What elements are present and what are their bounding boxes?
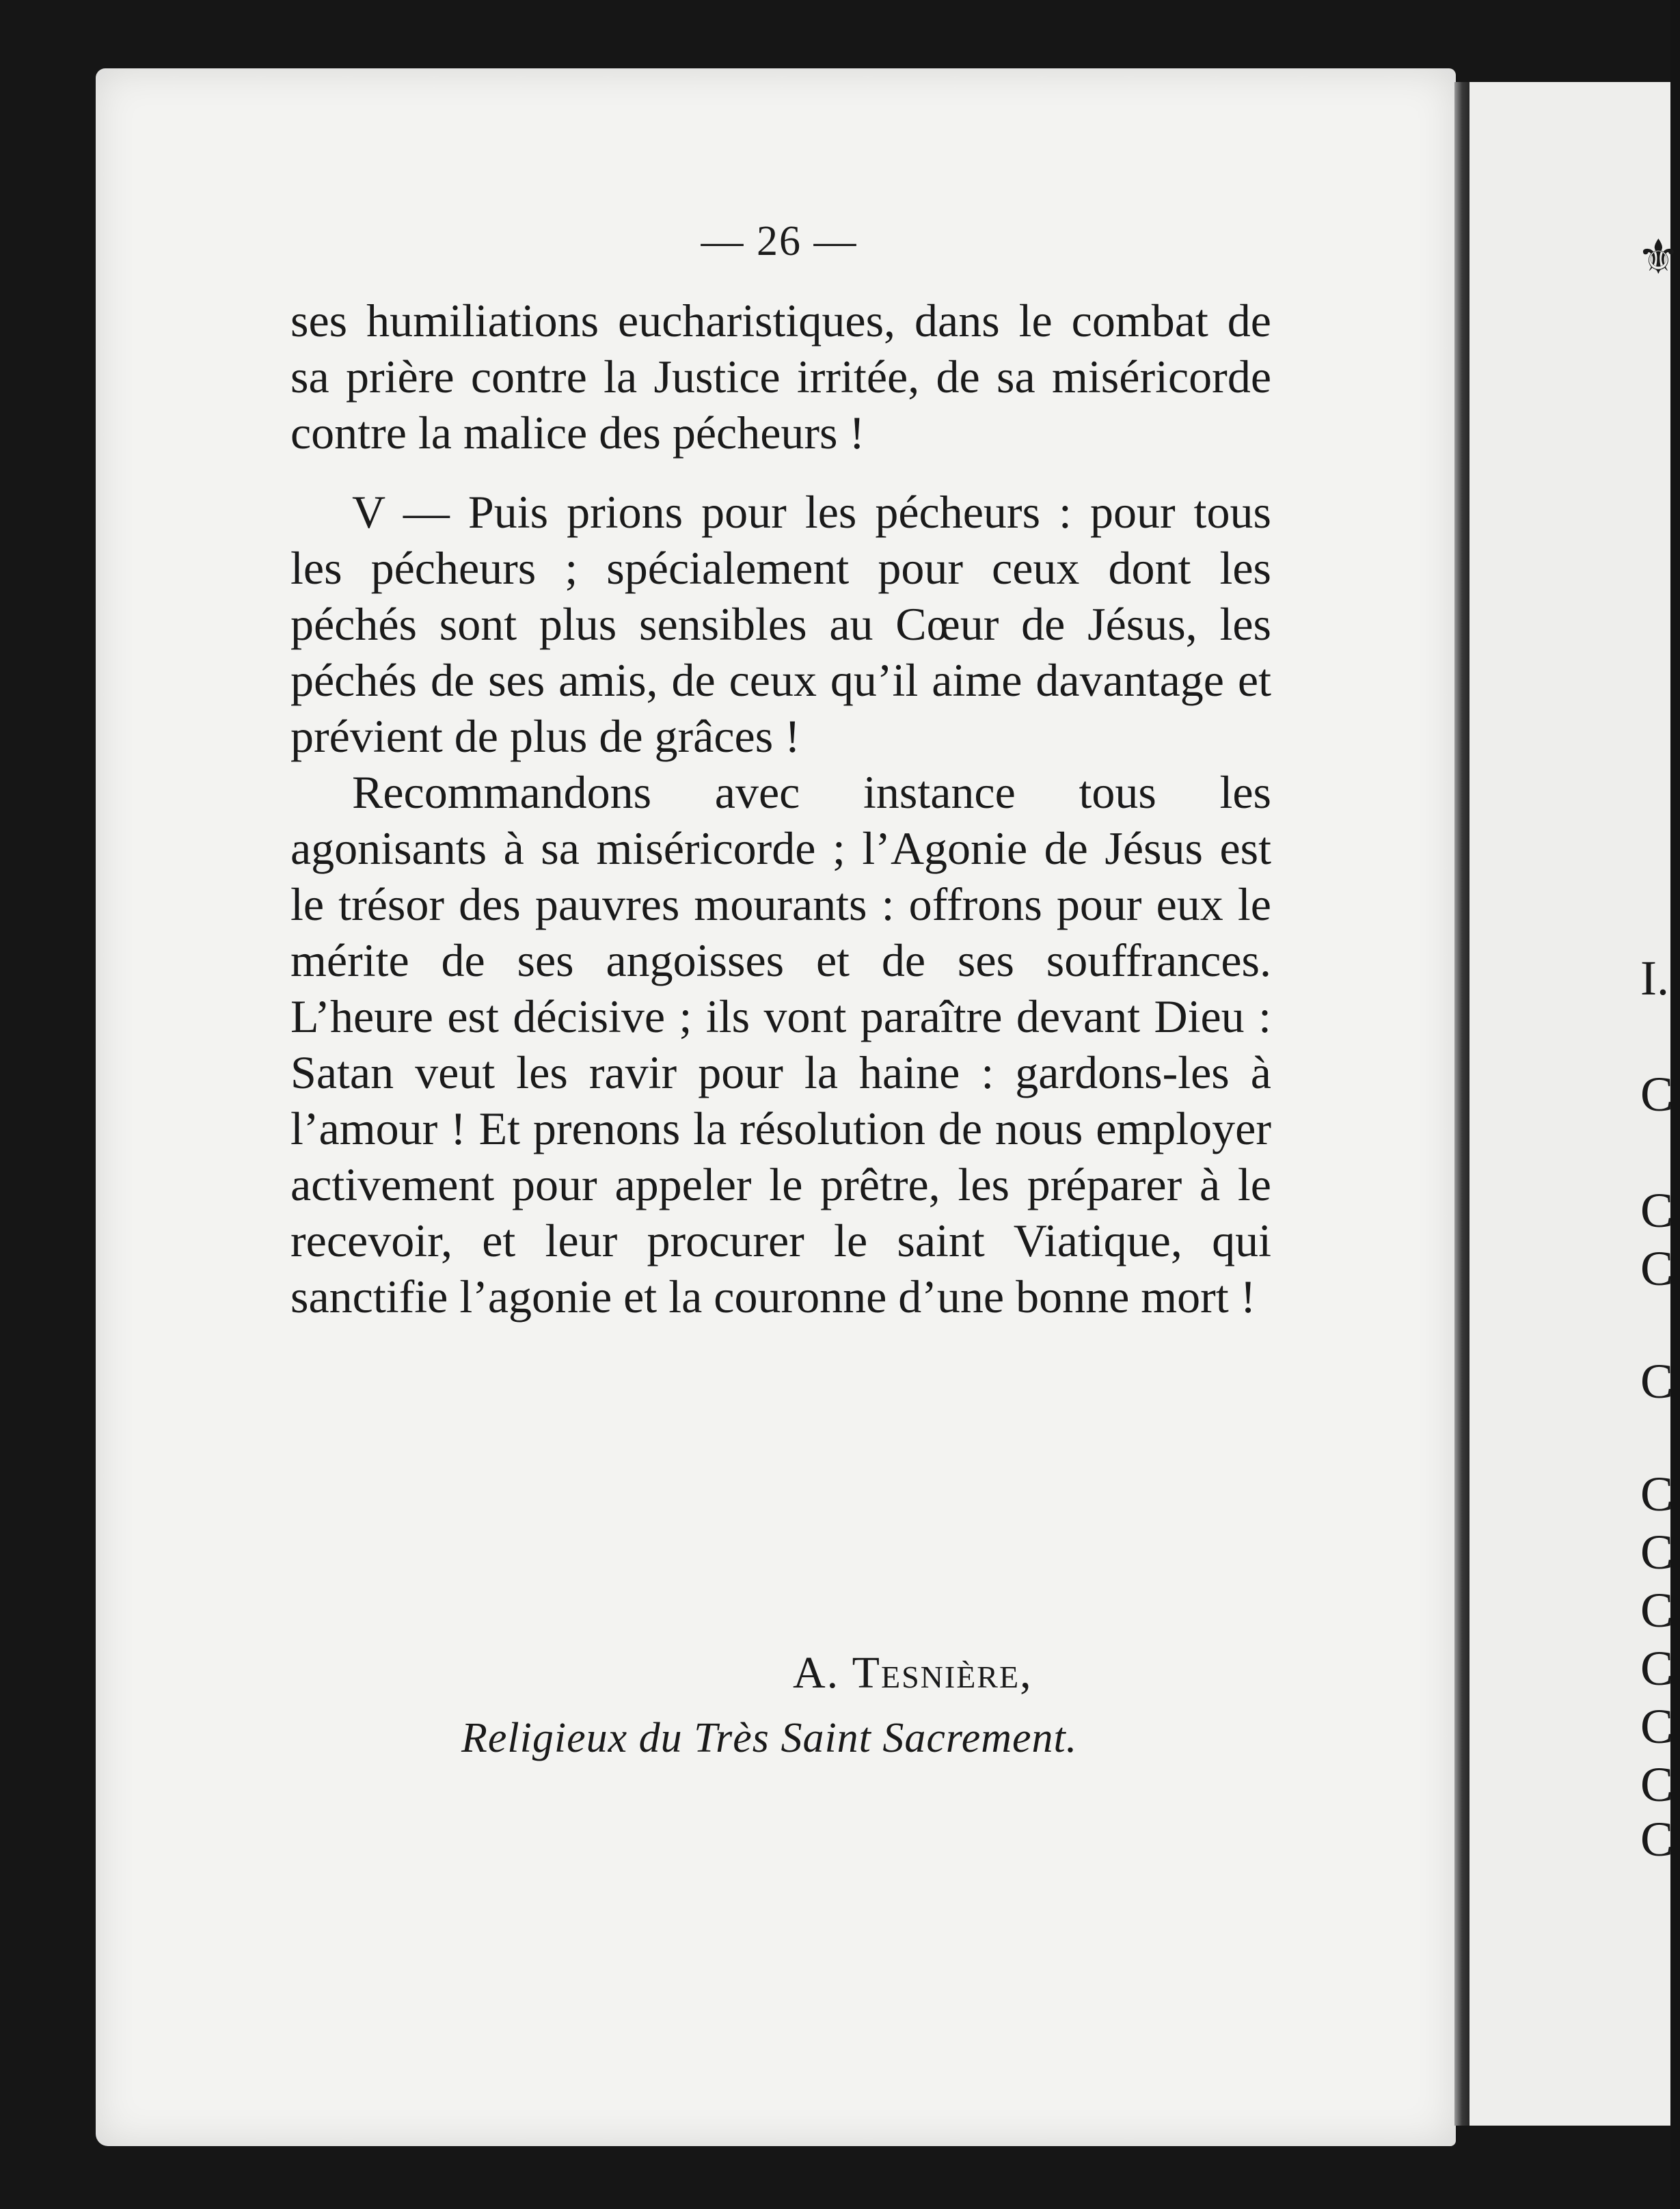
adjacent-glyph: C <box>1640 1583 1674 1638</box>
paragraph-continuation: ses humiliations eucharistiques, dans le combat de sa prière contre la Justice irritée, de sa miséricorde contre la malice des pécheurs ! <box>290 295 1271 459</box>
adjacent-glyph: C <box>1640 1641 1674 1696</box>
page-number: — 26 — <box>701 218 858 265</box>
adjacent-glyph: C <box>1640 1699 1674 1754</box>
adjacent-glyph: C <box>1640 1241 1674 1296</box>
fleur-de-lis-icon: ⚜ <box>1637 229 1680 285</box>
adjacent-glyph: I. <box>1640 951 1669 1005</box>
author-initial: A. <box>793 1648 840 1698</box>
author-affiliation: Religieux du Très Saint Sacrement. <box>461 1715 1078 1761</box>
adjacent-glyph: C <box>1640 1812 1674 1867</box>
adjacent-glyph: C <box>1640 1757 1674 1812</box>
paragraph-agonisants: Recommandons avec instance tous les agonisants à sa miséricorde ; l’Agonie de Jésus est le trésor des pauvres mourants : offrons pour eux le mérite de ses angoisses et de ses souffrances. L’heure est décisive ; ils vont paraître devant Dieu : Satan veut les ravir pour la haine : gardons-les à l’amour ! Et prenons la résolution de nous employer activement pour appeler le prêtre, les préparer à le recevoir, et leur procurer le saint Viatique, qui sanctifie l’agonie et la couronne d’une bonne mort ! <box>290 766 1271 1323</box>
author-surname: Tesnière, <box>852 1648 1033 1698</box>
adjacent-glyph: C <box>1640 1354 1674 1409</box>
adjacent-glyph: C <box>1640 1183 1674 1238</box>
adjacent-glyph: C <box>1640 1525 1674 1580</box>
author-signature <box>793 1647 1033 1699</box>
adjacent-glyph: C <box>1640 1067 1674 1122</box>
adjacent-glyph: C <box>1640 1467 1674 1521</box>
body-text <box>290 293 1271 1325</box>
paragraph-section-v: V — Puis prions pour les pécheurs : pour tous les pécheurs ; spécialement pour ceux dont les péchés sont plus sensibles au Cœur de Jésus, les péchés de ses amis, de ceux qu’il aime davantage et prévient de plus de grâces ! <box>290 486 1271 762</box>
